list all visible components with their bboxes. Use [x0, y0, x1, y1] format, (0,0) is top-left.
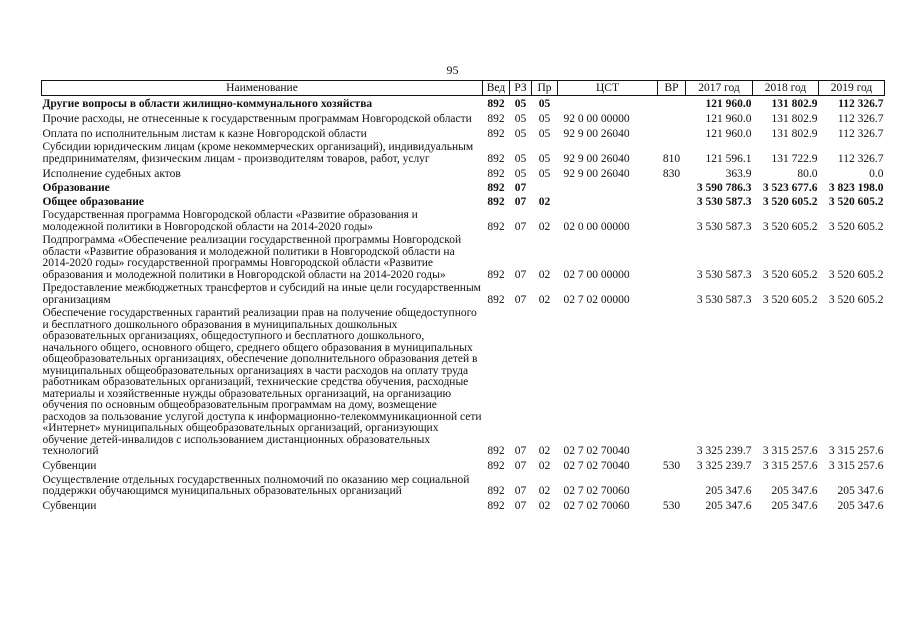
row-vr [658, 208, 686, 233]
row-ved: 892 [487, 97, 505, 110]
table-row [42, 473, 885, 498]
row-value-2017: 205 347.6 [705, 485, 752, 497]
row-value-2018: 3 520 605.2 [762, 195, 818, 208]
row-name [42, 473, 483, 498]
row-pr: 02 [538, 293, 551, 306]
row-vr [658, 110, 686, 125]
row-rz: 07 [514, 293, 527, 306]
row-value-2019: 3 823 198.0 [828, 181, 884, 194]
row-vr [658, 125, 686, 140]
table-row [42, 110, 885, 125]
row-value-2018: 131 802.9 [771, 127, 818, 140]
table-body [42, 96, 885, 513]
row-name-text: Оплата по исполнительным листам к казне Новгородской области [42, 127, 367, 140]
header-cst: ЦСТ [558, 81, 658, 96]
row-cst: 02 7 02 00000 [563, 293, 630, 306]
row-cst: 92 9 00 26040 [563, 127, 630, 140]
row-cst: 92 9 00 26040 [563, 152, 630, 165]
row-value-2017: 121 960.0 [705, 97, 752, 110]
row-value-2019: 3 315 257.6 [828, 445, 884, 457]
row-value-2017: 363.9 [725, 167, 752, 180]
row-name-text: Образование [42, 181, 110, 194]
row-ved: 892 [487, 195, 505, 208]
row-value-2019: 3 520 605.2 [828, 268, 884, 281]
row-ved: 892 [487, 167, 505, 180]
row-rz: 07 [514, 268, 527, 281]
row-name-text: Другие вопросы в области жилищно-коммунального хозяйства [42, 97, 373, 110]
row-vr: 530 [662, 460, 681, 472]
table-row [42, 96, 885, 111]
row-rz: 05 [514, 152, 527, 165]
row-value-2018: 80.0 [797, 167, 818, 180]
row-name [42, 233, 483, 281]
row-name-text: Предоставление межбюджетных трансфертов и субсидий на иные цели государственным организациям [42, 282, 481, 306]
row-value-2018: 131 802.9 [771, 112, 818, 125]
row-rz: 05 [514, 97, 527, 110]
row-pr: 05 [538, 167, 551, 180]
row-value-2017: 121 960.0 [705, 112, 752, 125]
row-vr [658, 281, 686, 306]
row-vr [658, 180, 686, 194]
row-vr [658, 306, 686, 458]
row-ved: 892 [487, 220, 505, 233]
row-pr: 05 [538, 97, 551, 110]
row-value-2017: 3 530 587.3 [696, 293, 752, 306]
row-cst [558, 96, 658, 111]
row-name-text: Субсидии юридическим лицам (кроме некоммерческих организаций), индивидуальным предпринимателям, физическим лицам - производителям товаров, работ, услуг [42, 141, 474, 165]
row-rz: 07 [514, 445, 527, 457]
row-value-2019: 3 315 257.6 [828, 460, 884, 472]
table-header [42, 81, 885, 96]
table-row [42, 208, 885, 233]
table-row [42, 140, 885, 165]
row-cst: 92 0 00 00000 [563, 112, 630, 125]
row-ved: 892 [487, 460, 505, 472]
row-value-2019: 3 520 605.2 [828, 220, 884, 233]
row-value-2019: 112 326.7 [838, 97, 884, 110]
row-value-2017: 3 590 786.3 [696, 181, 752, 194]
row-value-2018: 131 722.9 [771, 152, 818, 165]
row-pr [532, 180, 558, 194]
row-value-2018: 131 802.9 [771, 97, 818, 110]
row-vr [658, 473, 686, 498]
row-ved: 892 [487, 268, 505, 281]
table-row [42, 180, 885, 194]
row-name-text: Государственная программа Новгородской области «Развитие образования и молодежной политики в Новгородской области на 2014-2020 годы» [42, 209, 418, 233]
row-value-2017: 121 596.1 [705, 152, 752, 165]
row-value-2017: 3 325 239.7 [696, 445, 752, 457]
row-value-2018: 3 315 257.6 [762, 460, 818, 472]
header-2019: 2019 год [819, 81, 885, 96]
row-value-2018: 3 523 677.6 [762, 181, 818, 194]
row-value-2017: 3 530 587.3 [696, 195, 752, 208]
row-name [42, 140, 483, 165]
row-cst: 02 7 02 70040 [563, 460, 630, 472]
row-pr: 02 [538, 195, 551, 208]
row-name [42, 306, 483, 458]
row-name-text: Подпрограмма «Обеспечение реализации государственной программы Новгородской области «Развитие образования и молодежной политики в Новгородской области на 2014-2020 годы» государственной программы Новгородской области «Развитие образования и молодежной политики в Новгородской области на 2014-2020 годы» [42, 234, 462, 281]
row-value-2019: 112 326.7 [837, 152, 884, 165]
row-value-2019: 112 326.7 [837, 127, 884, 140]
row-vr: 810 [662, 152, 681, 165]
row-name [42, 110, 483, 125]
row-name-text: Осуществление отдельных государственных полномочий по оказанию мер социальной поддержки обучающимся муниципальных образовательных организаций [42, 473, 470, 497]
row-cst [558, 194, 658, 208]
row-name-text: Обеспечение государственных гарантий реализации прав на получение общедоступного и бесплатного дошкольного образования в муниципальных дошкольных образовательных организациях, общедоступного и бесплатного дошкольного, начального общего, основного общего, среднего общего образования в муниципальных общеобразовательных организациях, обеспечение дополнительного образования детей в муниципальных общеобразовательных организациях в части расходов на оплату труда работникам образовательных организаций, технические средства обучения, расходные материалы и хозяйственные нужды образовательных организаций, на организацию обучения по основным общеобразовательным программам на дому, возмещение расходов за пользование услугой доступа к информационно-телекоммуникационной сети «Интернет» муниципальных общеобразовательных организаций, организующих обучение детей-инвалидов с использованием дистанционных образовательных технологий [42, 307, 482, 457]
row-ved: 892 [487, 500, 505, 512]
row-name [42, 281, 483, 306]
row-value-2017: 121 960.0 [705, 127, 752, 140]
row-rz: 07 [514, 460, 527, 472]
row-name-text: Исполнение судебных актов [42, 167, 181, 180]
row-value-2018: 3 520 605.2 [762, 293, 818, 306]
row-value-2017: 3 530 587.3 [696, 220, 752, 233]
table-row [42, 165, 885, 180]
table-row [42, 458, 885, 473]
row-value-2019: 112 326.7 [837, 112, 884, 125]
row-name [42, 208, 483, 233]
header-2017: 2017 год [686, 81, 753, 96]
row-vr: 830 [662, 167, 681, 180]
row-cst: 02 0 00 00000 [563, 220, 630, 233]
row-name-text: Прочие расходы, не отнесенные к государственным программам Новгородской области [42, 112, 472, 125]
row-rz: 05 [514, 127, 527, 140]
row-value-2017: 3 530 587.3 [696, 268, 752, 281]
row-ved: 892 [487, 152, 505, 165]
table-row [42, 498, 885, 513]
row-rz: 07 [514, 220, 527, 233]
row-pr: 02 [538, 220, 551, 233]
row-pr: 05 [538, 112, 551, 125]
row-rz: 07 [514, 181, 527, 194]
row-value-2018: 205 347.6 [771, 485, 818, 497]
table-row [42, 306, 885, 458]
page-number: 95 [446, 63, 459, 77]
row-pr: 02 [538, 485, 551, 497]
row-value-2019: 3 520 605.2 [828, 195, 884, 208]
row-value-2017: 205 347.6 [705, 500, 752, 512]
row-vr: 530 [662, 500, 681, 512]
row-pr: 02 [538, 445, 551, 457]
row-cst: 02 7 02 70060 [563, 500, 630, 512]
row-cst: 92 9 00 26040 [563, 167, 630, 180]
header-name: Наименование [42, 81, 483, 96]
row-pr: 02 [538, 268, 551, 281]
row-value-2018: 205 347.6 [771, 500, 818, 512]
row-name [42, 498, 483, 513]
row-value-2018: 3 520 605.2 [762, 220, 818, 233]
row-pr: 05 [538, 127, 551, 140]
row-name-text: Субвенции [42, 500, 97, 512]
header-rz: РЗ [510, 81, 532, 96]
row-name [42, 96, 483, 111]
row-name-text: Субвенции [42, 460, 97, 472]
row-vr [658, 194, 686, 208]
table-row [42, 125, 885, 140]
row-cst: 02 7 02 70040 [563, 445, 630, 457]
row-name [42, 125, 483, 140]
row-pr: 05 [538, 152, 551, 165]
header-ved: Вед [483, 81, 510, 96]
row-pr: 02 [538, 460, 551, 472]
table-row [42, 194, 885, 208]
row-cst: 02 7 00 00000 [563, 268, 630, 281]
row-pr: 02 [538, 500, 551, 512]
row-name [42, 458, 483, 473]
row-rz: 07 [514, 195, 527, 208]
row-value-2019: 3 520 605.2 [828, 293, 884, 306]
row-rz: 07 [514, 485, 527, 497]
row-vr [658, 233, 686, 281]
table-row [42, 281, 885, 306]
row-name-text: Общее образование [42, 195, 144, 208]
row-value-2019: 205 347.6 [837, 485, 884, 497]
row-name [42, 165, 483, 180]
row-cst [558, 180, 658, 194]
row-value-2018: 3 315 257.6 [762, 445, 818, 457]
row-cst: 02 7 02 70060 [563, 485, 630, 497]
row-name [42, 180, 483, 194]
row-value-2019: 205 347.6 [837, 500, 884, 512]
budget-table [41, 80, 885, 513]
row-vr [658, 96, 686, 111]
row-name [42, 194, 483, 208]
row-value-2018: 3 520 605.2 [762, 268, 818, 281]
header-vr: ВР [658, 81, 686, 96]
row-rz: 07 [514, 500, 527, 512]
row-rz: 05 [514, 112, 527, 125]
header-2018: 2018 год [753, 81, 819, 96]
row-ved: 892 [487, 127, 505, 140]
header-pr: Пр [532, 81, 558, 96]
header-row [42, 81, 885, 96]
row-value-2017: 3 325 239.7 [696, 460, 752, 472]
row-ved: 892 [487, 293, 505, 306]
row-rz: 05 [514, 167, 527, 180]
row-ved: 892 [487, 485, 505, 497]
row-ved: 892 [487, 181, 505, 194]
row-ved: 892 [487, 445, 505, 457]
row-value-2019: 0.0 [869, 167, 884, 180]
table-row [42, 233, 885, 281]
row-ved: 892 [487, 112, 505, 125]
